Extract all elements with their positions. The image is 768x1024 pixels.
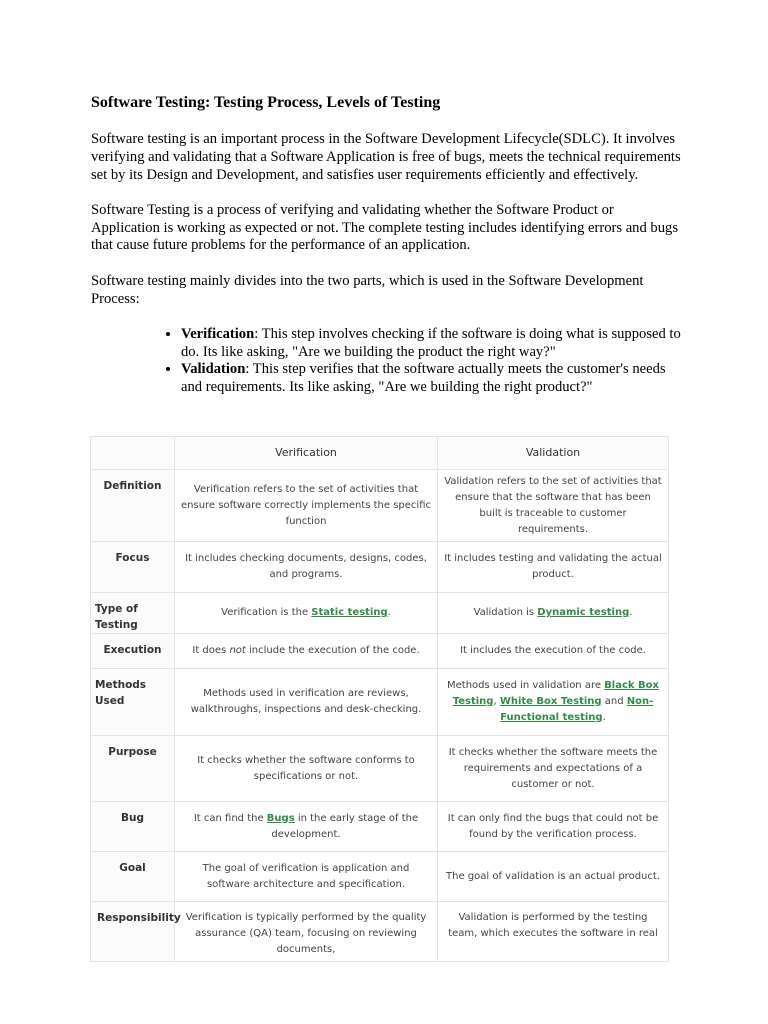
verification-cell: The goal of verification is application and software architecture and specification. bbox=[175, 852, 438, 902]
row-label: Responsibility bbox=[91, 902, 175, 962]
bugs-link[interactable]: Bugs bbox=[266, 812, 295, 824]
document-body bbox=[91, 92, 681, 397]
bullet-text: : This step involves checking if the software is doing what is supposed to do. Its like asking, "Are we building the product the right way?" bbox=[181, 325, 681, 360]
list-item-validation bbox=[181, 361, 681, 397]
table-row bbox=[91, 470, 669, 542]
validation-cell: It can only find the bugs that could not be found by the verification process. bbox=[438, 802, 669, 852]
parts-list bbox=[91, 326, 681, 397]
cell-text: It does bbox=[192, 645, 230, 656]
row-label: Definition bbox=[91, 470, 175, 542]
row-label: Methods Used bbox=[91, 669, 175, 736]
header-cell-empty bbox=[91, 437, 175, 470]
cell-text: . bbox=[602, 712, 606, 723]
intro-paragraph: Software testing is an important process in the Software Development Lifecycle(SDLC). It involves verifying and validating that a Software Application is free of bugs, meets the technical requirements set by its Design and Development, and satisfies user requirements efficiently and effectively. bbox=[91, 131, 681, 183]
verification-cell: It includes checking documents, designs, codes, and programs. bbox=[175, 542, 438, 593]
cell-text: . bbox=[629, 607, 633, 618]
bullet-text: : This step verifies that the software actually meets the customer's needs and requirements. Its like asking, "Are we building the right product?" bbox=[181, 361, 666, 396]
validation-cell: The goal of validation is an actual product. bbox=[438, 852, 669, 902]
static-testing-link[interactable]: Static testing bbox=[311, 607, 388, 618]
cell-text: include the execution of the code. bbox=[245, 645, 420, 656]
row-label: Focus bbox=[91, 542, 175, 593]
white-box-testing-link[interactable]: White Box Testing bbox=[499, 696, 602, 707]
table-row bbox=[91, 593, 669, 634]
validation-cell: Validation is performed by the testing team, which executes the software in real bbox=[438, 902, 669, 962]
table-row bbox=[91, 852, 669, 902]
verification-cell: Verification refers to the set of activities that ensure software correctly implements the specific function bbox=[175, 470, 438, 542]
parts-paragraph: Software testing mainly divides into the two parts, which is used in the Software Development Process: bbox=[91, 272, 644, 307]
row-label: Type of Testing bbox=[91, 593, 175, 634]
cell-text: . bbox=[387, 607, 391, 618]
validation-cell: Validation refers to the set of activities that ensure that the software that has been built is traceable to customer requirements. bbox=[438, 470, 669, 542]
cell-text: It can find the bbox=[193, 812, 267, 824]
verification-cell: Methods used in verification are reviews, walkthroughs, inspections and desk-checking. bbox=[175, 669, 438, 736]
validation-cell: It includes testing and validating the actual product. bbox=[438, 542, 669, 593]
emphasis-text: not bbox=[229, 645, 246, 656]
validation-cell: It includes the execution of the code. bbox=[438, 634, 669, 669]
header-verification: Verification bbox=[175, 437, 438, 470]
comparison-table bbox=[90, 436, 669, 962]
cell-text: Methods used in validation are bbox=[447, 680, 605, 691]
table-row bbox=[91, 736, 669, 802]
validation-cell bbox=[438, 593, 669, 634]
header-validation: Validation bbox=[438, 437, 669, 470]
row-label: Bug bbox=[91, 802, 175, 852]
bullet-term: Validation bbox=[181, 361, 246, 378]
table-row bbox=[91, 542, 669, 593]
cell-text: Validation is bbox=[473, 607, 538, 618]
dynamic-testing-link[interactable]: Dynamic testing bbox=[537, 607, 630, 618]
row-label: Execution bbox=[91, 634, 175, 669]
row-label: Goal bbox=[91, 852, 175, 902]
cell-text: Verification is the bbox=[221, 607, 312, 618]
list-item-verification bbox=[181, 326, 681, 362]
verification-cell bbox=[175, 593, 438, 634]
validation-cell: It checks whether the software meets the requirements and expectations of a customer or not. bbox=[438, 736, 669, 802]
cell-text: and bbox=[601, 696, 627, 707]
definition-paragraph: Software Testing is a process of verifying and validating whether the Software Product or Application is working as expected or not. The complete testing includes identifying errors and bugs that cause future problems for the performance of an application. bbox=[91, 201, 678, 254]
black-box-testing-link[interactable]: Black Box Testing bbox=[452, 680, 659, 707]
cell-text: in the early stage of the development. bbox=[271, 812, 419, 840]
table-row bbox=[91, 669, 669, 736]
cell-text: , bbox=[493, 696, 500, 707]
verification-cell: Verification is typically performed by the quality assurance (QA) team, focusing on reviewing documents, bbox=[175, 902, 438, 962]
table-header-row bbox=[91, 437, 669, 470]
table-row bbox=[91, 634, 669, 669]
table-row bbox=[91, 902, 669, 962]
non-functional-testing-link[interactable]: Non-Functional testing bbox=[500, 696, 654, 723]
bullet-term: Verification bbox=[181, 325, 255, 342]
validation-cell bbox=[438, 669, 669, 736]
table-row bbox=[91, 802, 669, 852]
row-label: Purpose bbox=[91, 736, 175, 802]
verification-cell bbox=[175, 634, 438, 669]
comparison-table-image bbox=[90, 436, 678, 955]
verification-cell bbox=[175, 802, 438, 852]
verification-cell: It checks whether the software conforms to specifications or not. bbox=[175, 736, 438, 802]
page-title: Software Testing: Testing Process, Levels of Testing bbox=[91, 94, 441, 111]
